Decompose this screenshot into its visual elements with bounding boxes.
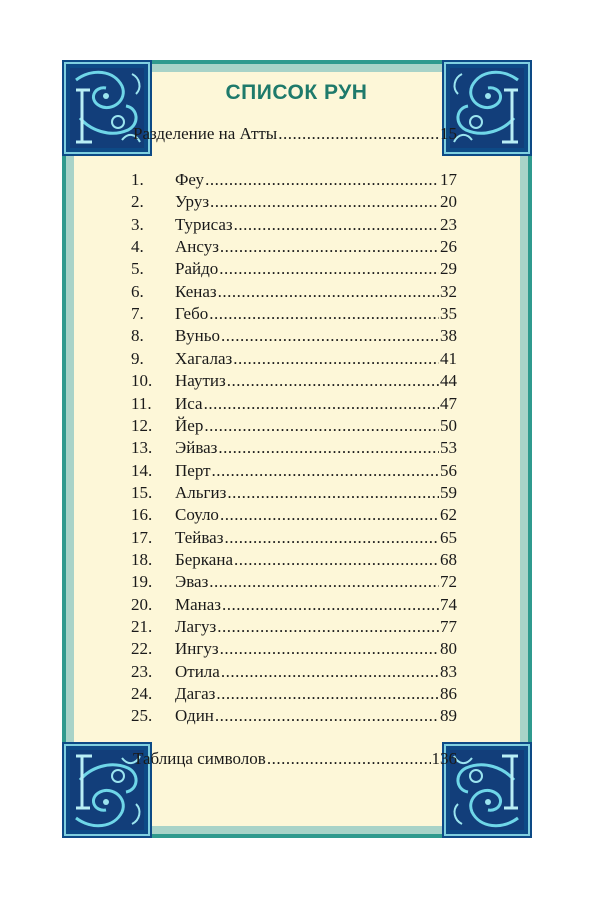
toc-entry-label: Хагалаз <box>175 348 233 368</box>
dot-leader <box>219 258 439 280</box>
toc-entry-label: Турисаз <box>175 214 233 234</box>
toc-entry-page: 38 <box>440 326 457 346</box>
toc-entry-number: 15. <box>131 482 153 502</box>
toc-entry-label: Отила <box>175 661 220 681</box>
toc-entry-page: 68 <box>440 549 457 569</box>
toc-entry-number: 18. <box>131 549 153 569</box>
dot-leader <box>222 594 439 616</box>
toc-entry-label: Лагуз <box>175 617 217 636</box>
toc-entry-page: 29 <box>440 259 457 279</box>
dot-leader <box>220 504 439 526</box>
toc-rune-entry[interactable] <box>131 549 457 571</box>
toc-entry-number: 11. <box>131 393 152 413</box>
dot-leader <box>227 370 439 392</box>
toc-entry-page: 72 <box>440 572 457 592</box>
toc-rune-entry[interactable] <box>131 705 457 727</box>
toc-entry-page: 59 <box>440 482 457 502</box>
toc-entry-label: Ансуз <box>175 237 219 257</box>
toc-entry-number: 5. <box>131 259 144 279</box>
toc-rune-entry[interactable] <box>131 415 457 437</box>
toc-rune-entry[interactable] <box>131 527 457 549</box>
toc-entry-label: Райдо <box>175 259 219 279</box>
dot-leader <box>220 236 439 258</box>
toc-entry-label: Дагаз <box>175 684 216 704</box>
toc-entry-number: 21. <box>131 617 153 636</box>
toc-entry-page: 32 <box>440 281 457 301</box>
toc-entry-number: 16. <box>131 505 153 525</box>
toc-entry-label: Перт <box>175 460 211 480</box>
dot-leader <box>234 214 439 236</box>
dot-leader <box>278 123 439 145</box>
toc-entry-label: Гебо <box>175 304 209 324</box>
toc-entry-page: 23 <box>440 214 457 234</box>
toc-entry-label: Тейваз <box>175 527 224 547</box>
toc-entry-page: 41 <box>440 348 457 368</box>
page-title: СПИСОК РУН <box>225 81 368 104</box>
dot-leader <box>267 748 431 770</box>
toc-entry-page: 15 <box>440 124 457 143</box>
toc-rune-entry[interactable] <box>131 571 457 593</box>
toc-entry-number: 4. <box>131 237 144 257</box>
dot-leader <box>212 460 439 482</box>
toc-entry-label: Один <box>175 706 214 726</box>
dot-leader <box>210 191 439 213</box>
toc-entry-number: 13. <box>131 438 153 458</box>
toc-entry-label: Беркана <box>175 549 233 569</box>
dot-leader <box>224 527 439 549</box>
toc-rune-entry[interactable] <box>131 460 457 482</box>
toc-entry-number: 20. <box>131 594 153 614</box>
dot-leader <box>204 415 439 437</box>
toc-rune-entry[interactable] <box>131 348 457 370</box>
toc-rune-entry[interactable] <box>131 616 457 638</box>
dot-leader <box>209 303 439 325</box>
toc-rune-entry[interactable] <box>131 281 457 303</box>
toc-rune-entry[interactable] <box>131 191 457 213</box>
toc-entry-number: 22. <box>131 639 153 659</box>
toc-entry-number: 7. <box>131 304 144 324</box>
dot-leader <box>218 437 439 459</box>
toc-rune-entry[interactable] <box>131 638 457 660</box>
dot-leader <box>234 549 439 571</box>
toc-rune-entry[interactable] <box>131 437 457 459</box>
toc-entry-label: Уруз <box>175 192 210 212</box>
toc-intro-entry[interactable] <box>133 123 457 145</box>
toc-entry-page: 56 <box>440 460 457 480</box>
toc-rune-entry[interactable] <box>131 370 457 392</box>
toc-entry-label: Соуло <box>175 505 219 525</box>
toc-entry-page: 62 <box>440 505 457 525</box>
toc-entry-number: 2. <box>131 192 144 212</box>
toc-rune-entry[interactable] <box>131 594 457 616</box>
toc-outro-entry[interactable] <box>133 748 457 770</box>
toc-entry-page: 80 <box>440 639 457 659</box>
toc-entry-page: 20 <box>440 192 457 212</box>
dot-leader <box>221 325 439 347</box>
toc-entry-number: 1. <box>131 170 144 189</box>
dot-leader <box>220 638 439 660</box>
toc-entry-label: Таблица символов <box>133 749 266 768</box>
toc-entry-number: 12. <box>131 415 153 435</box>
toc-rune-entry[interactable] <box>131 325 457 347</box>
toc-entry-number: 19. <box>131 572 153 592</box>
toc-entry-page: 53 <box>440 438 457 458</box>
toc-entry-page: 136 <box>431 749 457 768</box>
toc-entry-label: Иса <box>175 393 203 413</box>
dot-leader <box>216 683 439 705</box>
toc-entry-label: Вуньо <box>175 326 220 346</box>
toc-entry-number: 8. <box>131 326 144 346</box>
toc-entry-label: Кеназ <box>175 281 217 301</box>
toc-entry-number: 10. <box>131 371 153 391</box>
dot-leader <box>215 705 439 727</box>
toc-entry-label: Эваз <box>175 572 209 592</box>
toc-entry-page: 50 <box>440 415 457 435</box>
toc-entry-label: Феу <box>175 170 205 189</box>
toc-entry-page: 89 <box>440 706 457 726</box>
toc-entry-label: Ингуз <box>175 639 219 659</box>
toc-entry-page: 17 <box>440 170 457 189</box>
toc-entry-number: 17. <box>131 527 153 547</box>
toc-entry-page: 65 <box>440 527 457 547</box>
dot-leader <box>227 482 439 504</box>
toc-entry-page: 26 <box>440 237 457 257</box>
dot-leader <box>204 393 439 415</box>
toc-rune-entry[interactable] <box>131 683 457 705</box>
dot-leader <box>233 348 439 370</box>
toc-entry-number: 9. <box>131 348 144 368</box>
toc-rune-entry[interactable] <box>131 393 457 415</box>
dot-leader <box>205 169 439 191</box>
toc-entry-page: 83 <box>440 661 457 681</box>
toc-rune-entry[interactable] <box>131 482 457 504</box>
toc-rune-entry[interactable] <box>131 169 457 191</box>
toc-rune-entry[interactable] <box>131 258 457 280</box>
toc-rune-entry[interactable] <box>131 303 457 325</box>
toc-entry-page: 35 <box>440 304 457 324</box>
toc-entry-page: 77 <box>440 617 457 636</box>
toc-entry-label: Маназ <box>175 594 222 614</box>
toc-rune-entry[interactable] <box>131 661 457 683</box>
dot-leader <box>221 661 439 683</box>
toc-entry-page: 47 <box>440 393 457 413</box>
toc-entry-page: 86 <box>440 684 457 704</box>
toc-entry-label: Разделение на Атты <box>133 124 278 143</box>
toc-entry-label: Йер <box>175 415 204 435</box>
toc-entry-page: 74 <box>440 594 457 614</box>
toc-entry-label: Эйваз <box>175 438 218 458</box>
toc-rune-entry[interactable] <box>131 504 457 526</box>
toc-rune-entry[interactable] <box>131 214 457 236</box>
toc-entry-number: 3. <box>131 214 144 234</box>
toc-entry-label: Наутиз <box>175 371 226 391</box>
toc-entry-page: 44 <box>440 371 457 391</box>
toc-entry-number: 24. <box>131 684 153 704</box>
toc-rune-entry[interactable] <box>131 236 457 258</box>
dot-leader <box>218 281 439 303</box>
toc-entry-label: Альгиз <box>175 482 227 502</box>
dot-leader <box>209 571 439 593</box>
toc-entry-number: 23. <box>131 661 153 681</box>
toc-entry-number: 6. <box>131 281 144 301</box>
dot-leader <box>217 616 439 638</box>
toc-entry-number: 25. <box>131 706 153 726</box>
toc-entry-number: 14. <box>131 460 153 480</box>
